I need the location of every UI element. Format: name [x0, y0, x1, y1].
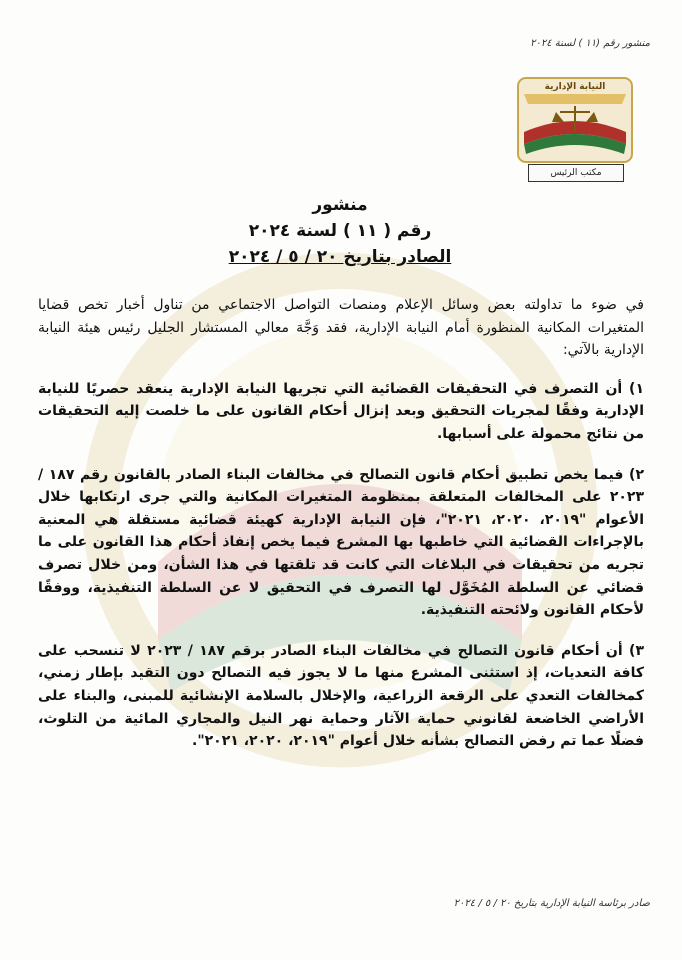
- point-1: ١) أن التصرف في التحقيقات القضائية التي تجريها النيابة الإدارية ينعقد حصريًا للنيابة الإدارية وفقًا لمجريات التحقيق وبعد إنزال أحكام القانون على ما خلصت إليه التحقيقات من نتائج محمولة على أسبابها.: [38, 380, 644, 442]
- agency-logo: [510, 72, 640, 184]
- document-number: رقم ( ١١ ) لسنة ٢٠٢٤: [248, 221, 432, 241]
- logo-banner-text: النيابة الإدارية: [544, 82, 606, 92]
- footer-issuer: صادر برئاسة النيابة الإدارية بتاريخ ٢٠ / ٥ / ٢٠٢٤: [453, 898, 650, 909]
- document-title: منشور: [312, 195, 368, 215]
- point-3: ٣) أن أحكام قانون التصالح في مخالفات البناء الصادر برقم ١٨٧ / ٢٠٢٣ لا تنسحب على كافة التعديات، إذ استثنى المشرع منها ما لا يجوز فيه التصالح دون التقيد بإطار زمني، كمخالفات التعدي على الرقعة الزراعية، والإخلال بالسلامة الإنشائية للمبنى، والبناء على الأراضي الخاضعة لقانوني حماية الآثار وحماية نهر النيل والمجاري المائية من التلوث، فضلًا عما تم رفض التصالح بشأنه خلال أعوام "٢٠١٩، ٢٠٢٠، ٢٠٢١".: [38, 642, 644, 750]
- title-block: [100, 192, 580, 270]
- header-reference: منشور رقم (١١ ) لسنة ٢٠٢٤: [530, 38, 650, 49]
- point-2: ٢) فيما يخص تطبيق أحكام قانون التصالح في مخالفات البناء الصادر بالقانون رقم ١٨٧ / ٢٠٢٣ على المخالفات المتعلقة بمنظومة المتغيرات المكانية والتي جرى ارتكابها خلال الأعوام "٢٠١٩، ٢٠٢٠، ٢٠٢١"، فإن النيابة الإدارية كهيئة قضائية مستقلة هي المعنية بالإجراءات القضائية التي خاطبها بها المشرع فيما يخص إنفاذ أحكام هذا القانون على ما تجريه من تحقيقات في البلاغات التي كانت قد تلقتها في هذا الشأن، ومن خلال تصرف قضائي عن السلطة المُخَوَّل لها التصرف في التحقيق لا عن السلطة التنفيذية، ووفقًا لأحكام القانون ولائحته التنفيذية.: [38, 466, 644, 619]
- document-date: الصادر بتاريخ ٢٠ / ٥ / ٢٠٢٤: [228, 247, 452, 267]
- intro-paragraph: في ضوء ما تداولته بعض وسائل الإعلام ومنصات التواصل الاجتماعي من تناول أخبار تخص قضايا المتغيرات المكانية المنظورة أمام النيابة الإدارية، فقد وَجَّهَ معالي المستشار الجليل رئيس هيئة النيابة الإدارية بالآتي:: [38, 297, 644, 359]
- document-body: [38, 294, 644, 771]
- logo-caption: مكتب الرئيس: [528, 164, 624, 182]
